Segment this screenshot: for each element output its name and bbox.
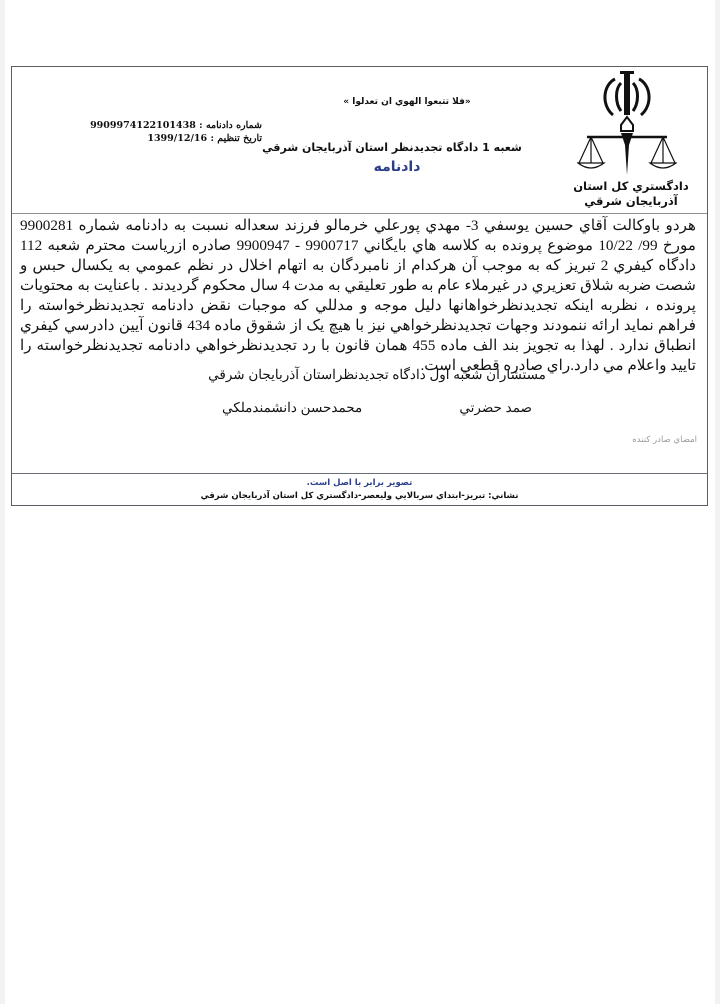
court-branch: شعبه 1 دادگاه تجديدنظر استان آذربايجان شرقي <box>262 141 522 154</box>
verdict-number-label: شماره دادنامه : <box>199 120 262 131</box>
signers <box>182 400 572 416</box>
address: نشاني: تبريز-ابتداي سربالايي وليعصر-دادگستري كل استان آذربايجان شرقي <box>200 491 519 501</box>
page-left-edge <box>0 0 5 1004</box>
page-right-edge <box>715 0 720 1004</box>
advisors-title: مستشاران شعبه اول دادگاه تجديدنظراستان آذربايجان شرقي <box>208 367 546 382</box>
motto: «فلا تتبعوا الهوي ان تعدلوا » <box>343 97 471 107</box>
verdict-body-text: هردو باوكالت آقاي حسين يوسفي 3- مهدي پورعلي خرمالو فرزند سعداله نسبت به دادنامه شماره 9900281 مورخ 99/ 10/22 موضوع پرونده به كلاسه هاي بايگاني 9900717 - 9900947 صادره ازرياست محترم شعبه 112 دادگاه كيفري 2 تبريز كه به موجب آن هركدام از نامبردگان به اتهام اخلال در نظم عمومي به يكسال حبس و شصت ضربه شلاق تعزيري در غيرملاء عام به طور تعليقي به مدت 4 سال محكوم گرديدند . باعنايت به محتويات پرونده ، نظربه اينكه تجديدنظرخواهانها دليل موجه و مدللي كه موجبات نقض دادنامه تجديدنظرخواسته را فراهم نمايد ارائه ننمودند وجهات تجديدنظرخواهي نيز با هيچ يک از شقوق ماده 434 قانون آيين دادرسي كيفري انطباق ندارد . لهذا به تجويز بند الف ماده 455 همان قانون با رد تجديدنظرخواهي دادنامه تجديدنظرخواسته را تاييد واعلام مي دارد.راي صادره قطعي است. <box>20 217 697 374</box>
date-row <box>72 132 262 145</box>
verdict-number-row <box>72 119 262 132</box>
document-meta <box>72 119 262 145</box>
issue-date: 1399/12/16 <box>147 133 208 144</box>
organization-name: دادگستري كل استان آذربايجان شرقي <box>573 179 689 208</box>
verdict-document <box>11 66 708 506</box>
date-label: تاريخ تنظيم : <box>210 133 262 144</box>
document-title: دادنامه <box>373 159 421 175</box>
judiciary-emblem-icon <box>577 71 677 181</box>
document-header <box>12 67 707 214</box>
judge-name-1: صمد حضرتي <box>459 400 532 415</box>
certification-note: تصوير برابر با اصل است. <box>306 478 413 488</box>
signature-label: امضاي صادر كننده <box>632 435 697 445</box>
verdict-number: 9909974122101438 <box>90 120 196 131</box>
judge-name-2: محمدحسن دانشمندملكي <box>222 400 363 415</box>
document-footer <box>12 473 707 506</box>
